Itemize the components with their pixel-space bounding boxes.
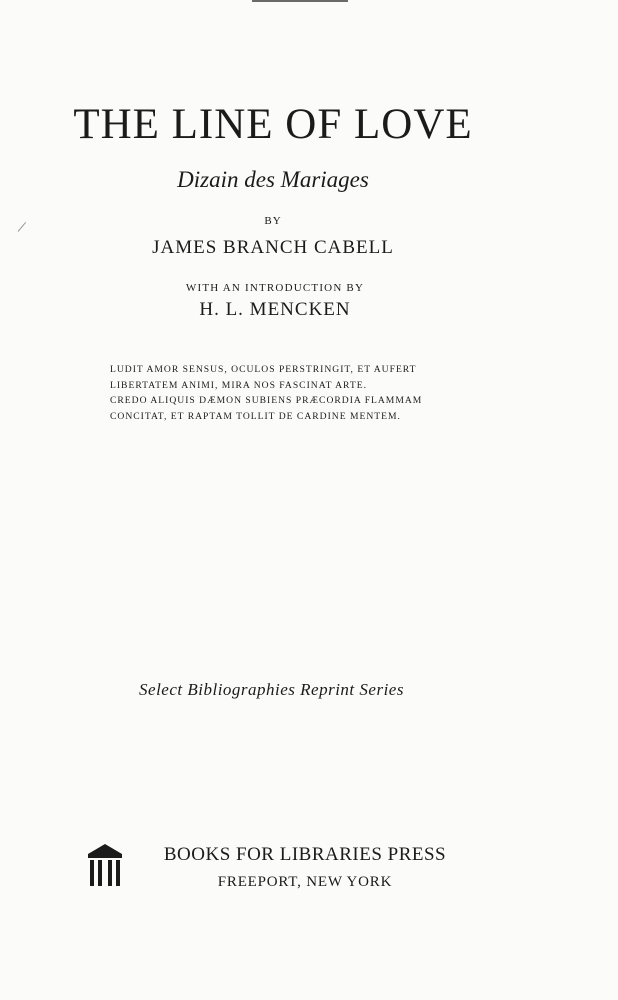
top-edge-rule: [252, 0, 348, 2]
epigraph-line: LIBERTATEM ANIMI, MIRA NOS FASCINAT ARTE.: [110, 379, 367, 391]
by-label: BY: [264, 215, 282, 227]
publisher-block: [150, 842, 460, 894]
book-subtitle: Dizain des Mariages: [177, 167, 369, 192]
epigraph-line: LUDIT AMOR SENSUS, OCULOS PERSTRINGIT, ET AUFERT: [110, 364, 417, 375]
introduction-author: H. L. MENCKEN: [199, 299, 351, 320]
book-title: THE LINE OF LOVE: [73, 101, 473, 148]
epigraph-line: CONCITAT, ET RAPTAM TOLLIT DE CARDINE MENTEM.: [110, 410, 401, 422]
publisher-name: BOOKS FOR LIBRARIES PRESS: [163, 844, 447, 865]
author-name: JAMES BRANCH CABELL: [152, 237, 394, 258]
publisher-location: FREEPORT, NEW YORK: [217, 874, 393, 890]
introduction-label: WITH AN INTRODUCTION BY: [185, 282, 365, 294]
series-name: Select Bibliographies Reprint Series: [139, 680, 404, 699]
epigraph-line: CREDO ALIQUIS DÆMON SUBIENS PRÆCORDIA FLAMMAM: [110, 395, 423, 406]
epigraph: [110, 362, 510, 424]
temple-columns-icon: [86, 843, 124, 887]
